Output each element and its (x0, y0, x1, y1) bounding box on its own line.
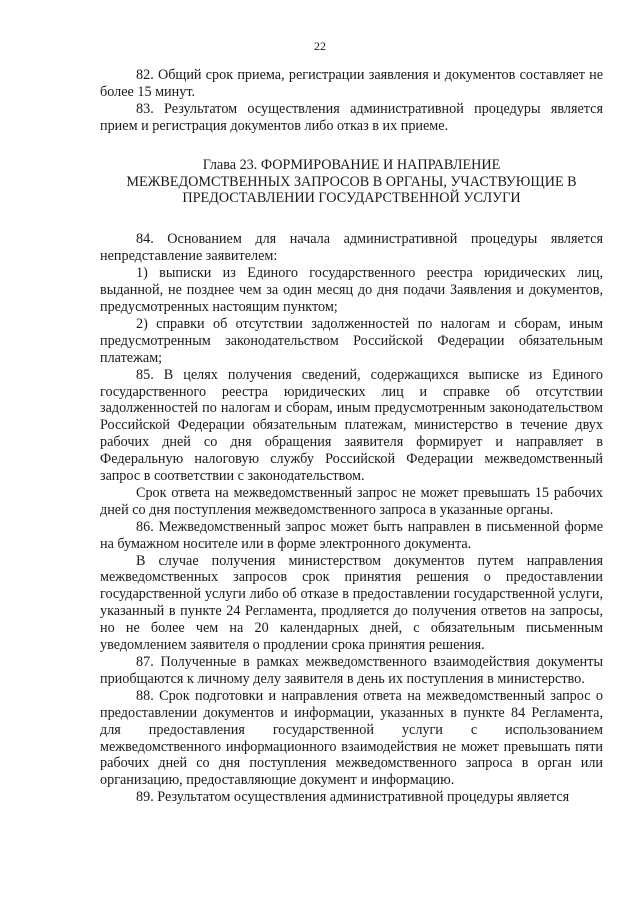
chapter-heading (100, 157, 603, 208)
document-body (100, 67, 603, 806)
paragraph-89: 89. Результатом осуществления административной процедуры является (136, 789, 570, 806)
paragraph-84-item-2: 2) справки об отсутствии задолженностей по налогам и сборам, иным предусмотренным законодательством Российской Федерации обязательным платежам; (100, 315, 603, 366)
paragraph-87: 87. Полученные в рамках межведомственного взаимодействия документы приобщаются к личному делу заявителя в день их поступления в министерство. (100, 654, 603, 687)
paragraph-88: 88. Срок подготовки и направления ответа на межведомственный запрос о предоставлении документов и информации, указанных в пункте 84 Регламента, для предоставления государственной услуги с использованием межведомственного информационного взаимодействия не может превышать пяти рабочих дней со дня поступления межведомственного запроса в орган или организацию, предоставляющие документ и информацию. (100, 687, 603, 789)
paragraph-85-response-term: Срок ответа на межведомственный запрос не может превышать 15 рабочих дней со дня поступления межведомственного запроса в указанные органы. (100, 484, 603, 518)
paragraph-82: 82. Общий срок приема, регистрации заявления и документов составляет не более 15 минут. (100, 67, 603, 100)
paragraph-86: 86. Межведомственный запрос может быть направлен в письменной форме на бумажном носителе или в форме электронного документа. (100, 518, 603, 552)
paragraph-84-item-1: 1) выписки из Единого государственного реестра юридических лиц, выданной, не позднее чем за один месяц до дня подачи Заявления и документов, предусмотренных настоящим пунктом; (100, 265, 603, 315)
paragraph-86-extension: В случае получения министерством документов путем направления межведомственных запросов срок принятия решения о предоставлении государственной услуги либо об отказе в предоставлении государственной услуги, указанный в пункте 24 Регламента, продляется до получения ответов на запросы, но не более чем на 20 календарных дней, с обязательным письменным уведомлением заявителя о продлении срока принятия решения. (100, 552, 603, 654)
chapter-heading-line-2: МЕЖВЕДОМСТВЕННЫХ ЗАПРОСОВ В ОРГАНЫ, УЧАСТВУЮЩИЕ В (126, 173, 577, 190)
chapter-heading-line-1: Глава 23. ФОРМИРОВАНИЕ И НАПРАВЛЕНИЕ (202, 156, 501, 173)
paragraph-84: 84. Основанием для начала административной процедуры является непредставление заявителем: (100, 231, 603, 265)
paragraph-85: 85. В целях получения сведений, содержащихся выписке из Единого государственного реестра юридических лиц и справке об отсутствии задолженностей по налогам и сборам, иным предусмотренным законодательством Российской Федерации обязательным платежам, министерство в течение двух рабочих дней со дня обращения заявителя формирует и направляет в Федеральную налоговую службу Российской Федерации межведомственный запрос в соответствии с законодательством. (100, 366, 603, 485)
paragraph-83: 83. Результатом осуществления административной процедуры является прием и регистрация документов либо отказ в их приеме. (100, 100, 603, 134)
page-number: 22 (314, 39, 326, 53)
chapter-heading-line-3: ПРЕДОСТАВЛЕНИИ ГОСУДАРСТВЕННОЙ УСЛУГИ (182, 190, 521, 207)
